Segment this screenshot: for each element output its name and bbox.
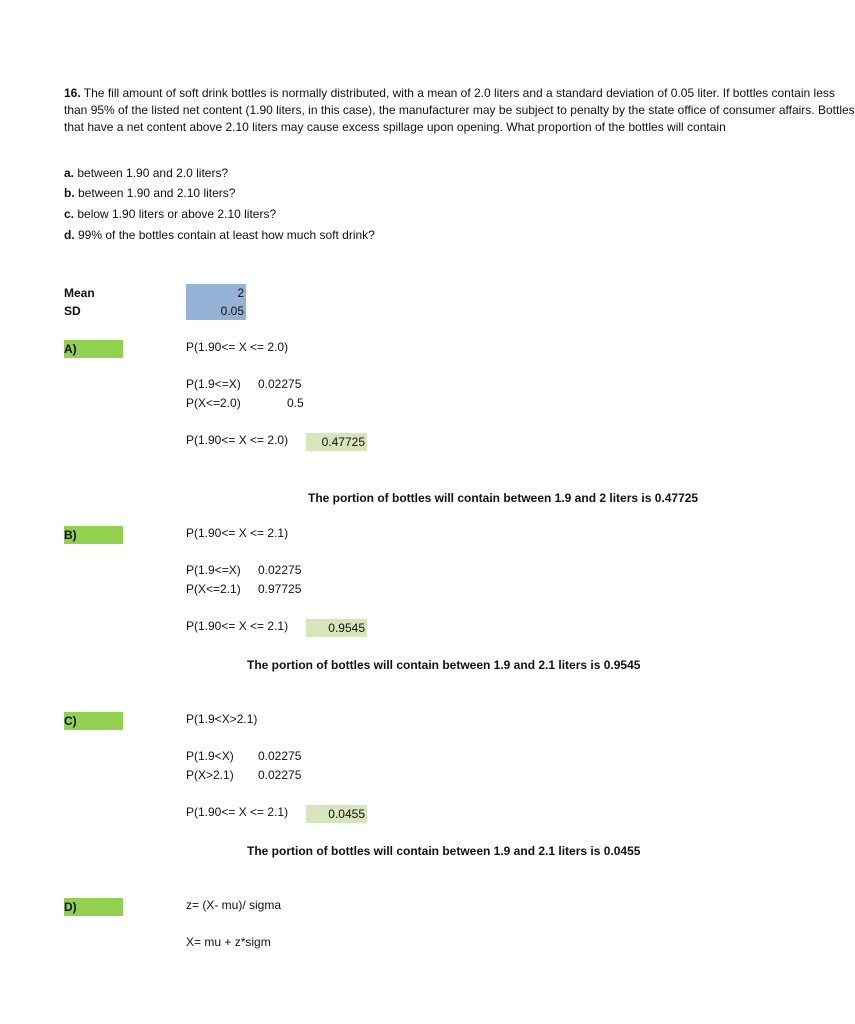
part-b-row2-label: P(X<=2.1) [186, 582, 241, 596]
part-c-conclusion: The portion of bottles will contain between 1.9 and 2.1 liters is 0.0455 [247, 844, 641, 858]
part-c-row2-value: 0.02275 [258, 768, 302, 782]
question-b [64, 186, 235, 200]
question-text: 99% of the bottles contain at least how much soft drink? [74, 228, 375, 242]
part-b-result-label: P(1.90<= X <= 2.1) [186, 619, 289, 633]
part-b-result-cell: 0.9545 [306, 619, 367, 637]
part-b-label: B) [64, 526, 123, 544]
problem-line-1 [64, 86, 835, 100]
part-a-row1-label: P(1.9<=X) [186, 377, 241, 391]
part-a-conclusion: The portion of bottles will contain between 1.9 and 2 liters is 0.47725 [308, 491, 699, 505]
question-a [64, 166, 228, 180]
part-d-label: D) [64, 898, 123, 916]
problem-line-2: than 95% of the listed net content (1.90 liters, in this case), the manufacturer may be subject to penalty by the state office of consumer affairs. Bottles [64, 103, 855, 117]
part-d-formula-z: z= (X- mu)/ sigma [186, 898, 282, 912]
question-letter: b. [64, 186, 75, 200]
part-a-row2-label: P(X<=2.0) [186, 396, 241, 410]
part-a-row2-value: 0.5 [287, 396, 304, 410]
question-letter: d. [64, 228, 75, 242]
question-letter: a. [64, 166, 75, 180]
problem-statement [64, 86, 855, 138]
part-c-header: P(1.9<X>2.1) [186, 712, 258, 726]
question-text: between 1.90 and 2.10 liters? [74, 186, 236, 200]
part-d-formula-x: X= mu + z*sigm [186, 935, 271, 949]
sd-value-cell: 0.05 [186, 302, 246, 320]
part-c-row1-label: P(1.9<X) [186, 749, 234, 763]
part-b-header: P(1.90<= X <= 2.1) [186, 526, 289, 540]
part-a-result-cell: 0.47725 [306, 433, 367, 451]
part-b-row2-value: 0.97725 [258, 582, 302, 596]
part-a-header: P(1.90<= X <= 2.0) [186, 340, 289, 354]
part-b-row1-label: P(1.9<=X) [186, 563, 241, 577]
part-c-row1-value: 0.02275 [258, 749, 302, 763]
part-b-row1-value: 0.02275 [258, 563, 302, 577]
part-a-row1-value: 0.02275 [258, 377, 302, 391]
part-c-label: C) [64, 712, 123, 730]
part-c-result-cell: 0.0455 [306, 805, 367, 823]
part-a-label: A) [64, 340, 123, 358]
sd-label: SD [64, 304, 81, 318]
question-text: below 1.90 liters or above 2.10 liters? [74, 207, 277, 221]
question-d [64, 228, 375, 242]
mean-value-cell: 2 [186, 284, 246, 302]
problem-text-1: The fill amount of soft drink bottles is normally distributed, with a mean of 2.0 liters and a standard deviation of 0.05 liter. If bottles contain less [80, 86, 835, 100]
part-c-result-label: P(1.90<= X <= 2.1) [186, 805, 289, 819]
question-letter: c. [64, 207, 75, 221]
part-a-result-label: P(1.90<= X <= 2.0) [186, 433, 289, 447]
problem-line-3: that have a net content above 2.10 liters may cause excess spillage upon opening. What proportion of the bottles will contain [64, 120, 726, 134]
part-c-row2-label: P(X>2.1) [186, 768, 234, 782]
problem-number: 16. [64, 86, 81, 100]
question-text: between 1.90 and 2.0 liters? [74, 166, 229, 180]
mean-label: Mean [64, 286, 95, 300]
part-b-conclusion: The portion of bottles will contain between 1.9 and 2.1 liters is 0.9545 [247, 658, 641, 672]
question-c [64, 207, 276, 221]
